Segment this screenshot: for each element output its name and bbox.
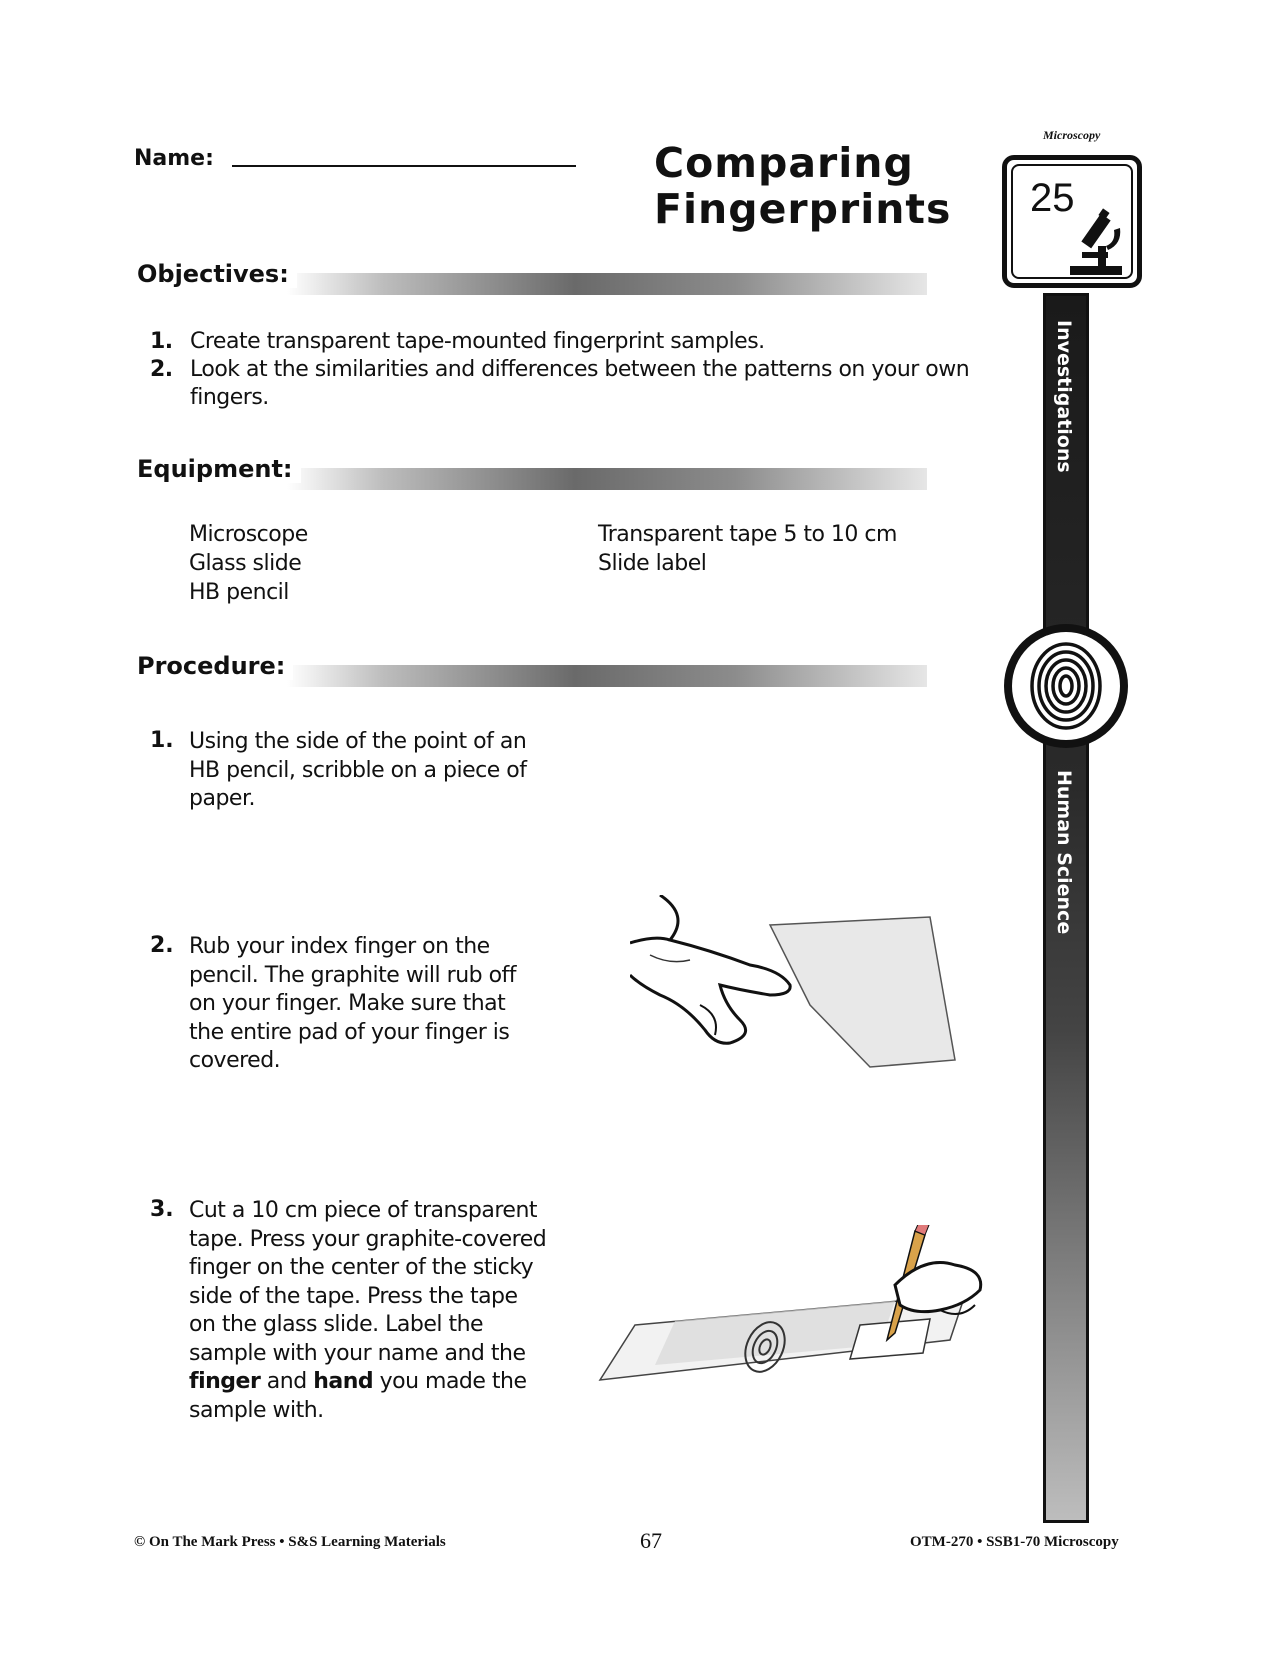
name-write-line (232, 165, 576, 167)
procedure-heading (137, 652, 927, 686)
step-line: side of the tape. Press the tape (189, 1283, 518, 1309)
equipment-item: Glass slide (189, 551, 302, 576)
step-line: HB pencil, scribble on a piece of (189, 757, 527, 783)
step-line: Rub your index finger on the (189, 934, 490, 959)
objectives-heading (137, 260, 927, 294)
microscope-icon (1068, 208, 1130, 278)
item-number: 2. (150, 357, 173, 382)
step-number: 1. (150, 728, 174, 753)
step-line: on your finger. Make sure that (189, 991, 506, 1016)
item-number: 1. (150, 329, 173, 354)
equipment-list-right (598, 520, 897, 578)
item-text: Look at the similarities and differences between the patterns on your own (190, 357, 970, 382)
step-line: finger on the center of the sticky (189, 1255, 534, 1280)
page-title (654, 140, 951, 232)
finger-rub-illustration (630, 895, 960, 1075)
page-number: 67 (640, 1528, 662, 1553)
footer-publisher: © On The Mark Press • S&S Learning Materials (134, 1534, 446, 1550)
step-line: sample with. (189, 1397, 324, 1423)
heading-bar (287, 273, 927, 295)
slide-labeling-illustration (595, 1225, 995, 1395)
equipment-heading-label: Equipment: (137, 455, 301, 483)
step-line: sample with your name and the (189, 1340, 526, 1366)
step-line: on the glass slide. Label the (189, 1312, 484, 1337)
title-line-1: Comparing (654, 139, 914, 187)
step-1-text (189, 728, 526, 814)
equipment-item: HB pencil (189, 580, 289, 605)
equipment-item: Transparent tape 5 to 10 cm (598, 522, 897, 547)
title-line-2: Fingerprints (654, 185, 952, 233)
list-item (150, 356, 980, 412)
heading-bar (287, 665, 927, 687)
list-item (150, 328, 980, 356)
activity-number: 25 (1030, 176, 1075, 220)
procedure-heading-label: Procedure: (137, 652, 293, 680)
objectives-heading-label: Objectives: (137, 260, 297, 288)
step-number: 2. (150, 933, 174, 958)
equipment-item: Slide label (598, 551, 707, 576)
step-line: the entire pad of your finger is (189, 1019, 510, 1045)
equipment-item: Microscope (189, 522, 308, 547)
step-line: covered. (189, 1048, 281, 1073)
step-line: pencil. The graphite will rub off (189, 962, 517, 988)
step-number: 3. (150, 1197, 174, 1222)
step-line: Cut a 10 cm piece of transparent (189, 1198, 538, 1223)
step-line: paper. (189, 786, 255, 811)
step-line: Using the side of the point of an (189, 729, 527, 754)
footer-code: OTM-270 • SSB1-70 Microscopy (910, 1534, 1119, 1550)
category-label: Microscopy (1043, 128, 1101, 142)
strip-label-human-science: Human Science (1053, 770, 1075, 935)
equipment-list-left (189, 520, 308, 607)
heading-bar (287, 468, 927, 490)
step-3-text (189, 1197, 546, 1425)
item-text-cont: fingers. (190, 385, 269, 410)
item-text: Create transparent tape-mounted fingerprint samples. (190, 329, 765, 354)
strip-label-investigations: Investigations (1053, 320, 1075, 473)
objectives-list (150, 328, 980, 412)
fingerprint-icon (1028, 640, 1104, 732)
equipment-heading (137, 455, 927, 489)
step-line: tape. Press your graphite-covered (189, 1226, 547, 1252)
name-label: Name: (134, 146, 214, 171)
step-2-text (189, 933, 516, 1076)
step-line: finger and hand you made the (189, 1369, 527, 1394)
